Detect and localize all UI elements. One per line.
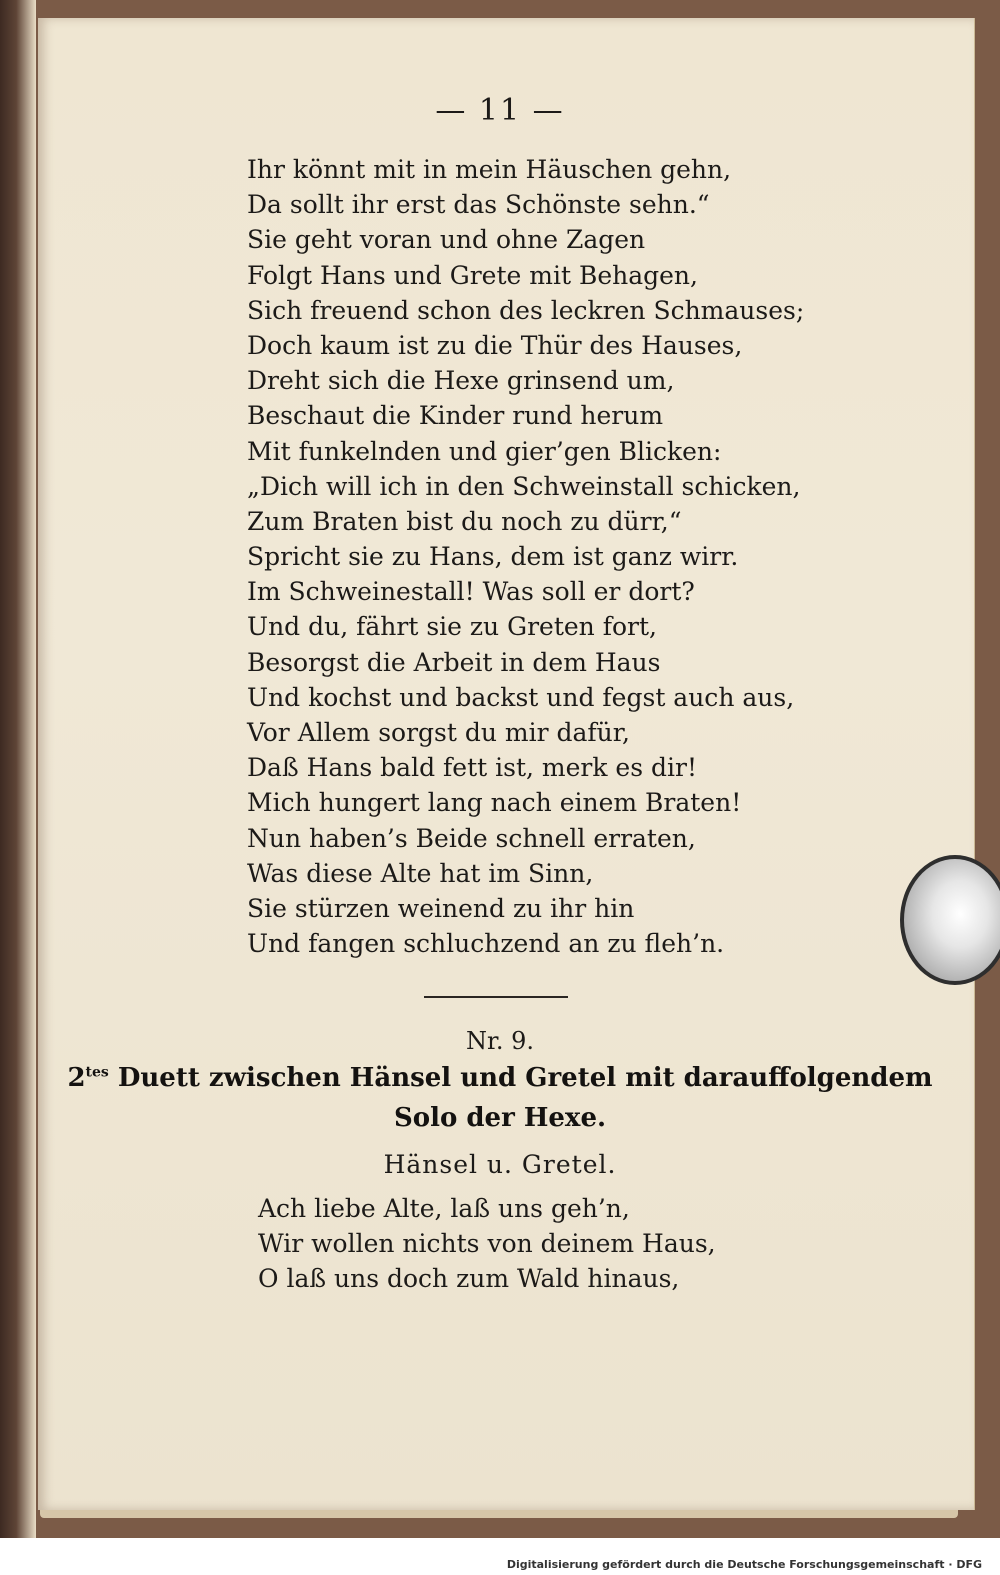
poem-line: Sie stürzen weinend zu ihr hin — [247, 893, 635, 923]
poem-line: Da sollt ihr erst das Schönste sehn.“ — [247, 190, 710, 220]
section-heading-line-2: Solo der Hexe. — [393, 1103, 607, 1133]
poem-line: Folgt Hans und Grete mit Behagen, — [247, 260, 698, 290]
poem-line: Mit funkelnden und gier’gen Blicken: — [247, 436, 722, 466]
poem-line: Dreht sich die Hexe grinsend um, — [247, 366, 675, 396]
poem-line: „Dich will ich in den Schweinstall schicken, — [247, 471, 801, 501]
poem-line: Beschaut die Kinder rund herum — [247, 401, 664, 431]
poem-line: Doch kaum ist zu die Thür des Hauses, — [247, 330, 743, 360]
song-block — [258, 1191, 858, 1297]
poem-line: Zum Braten bist du noch zu dürr,“ — [247, 506, 682, 536]
song-line: Ach liebe Alte, laß uns geh’n, — [258, 1194, 630, 1223]
section-divider — [424, 996, 568, 998]
poem-line: Mich hungert lang nach einem Braten! — [247, 788, 742, 818]
poem-line: Ihr könnt mit in mein Häuschen gehn, — [247, 155, 732, 184]
speakers-label: Hänsel u. Gretel. — [383, 1150, 617, 1179]
poem-line: Vor Allem sorgst du mir dafür, — [247, 718, 630, 747]
heading-text: Duett zwischen Hänsel und Gretel mit darauffolgendem — [108, 1063, 933, 1093]
poem-block — [247, 152, 847, 961]
song-line: Wir wollen nichts von deinem Haus, — [258, 1229, 716, 1259]
heading-prefix: 2 — [67, 1063, 86, 1093]
poem-line: Im Schweinestall! Was soll er dort? — [247, 577, 695, 607]
poem-line: Sie geht voran und ohne Zagen — [247, 225, 646, 255]
song-line: O laß uns doch zum Wald hinaus, — [258, 1264, 680, 1294]
heading-superscript: tes — [85, 1064, 109, 1081]
page-number: — 11 — — [435, 93, 565, 128]
poem-line: Daß Hans bald fett ist, merk es dir! — [247, 753, 697, 783]
poem-line: Spricht sie zu Hans, dem ist ganz wirr. — [247, 542, 739, 572]
footer-credit: Digitalisierung gefördert durch die Deutsche Forschungsgemeinschaft · DFG — [506, 1558, 982, 1571]
book-gutter — [0, 0, 36, 1575]
poem-line: Besorgst die Arbeit in dem Haus — [247, 647, 661, 677]
poem-line: Was diese Alte hat im Sinn, — [247, 858, 594, 888]
poem-line: Und kochst und backst und fegst auch aus, — [247, 682, 795, 712]
poem-line: Sich freuend schon des leckren Schmauses; — [247, 295, 805, 325]
poem-line: Und fangen schluchzend an zu fleh’n. — [247, 929, 725, 959]
section-heading-line-1 — [60, 1063, 940, 1093]
poem-line: Nun haben’s Beide schnell erraten, — [247, 823, 696, 853]
poem-line: Und du, fährt sie zu Greten fort, — [247, 612, 657, 642]
magnifier-icon[interactable] — [900, 855, 1000, 985]
section-number: Nr. 9. — [466, 1027, 534, 1055]
